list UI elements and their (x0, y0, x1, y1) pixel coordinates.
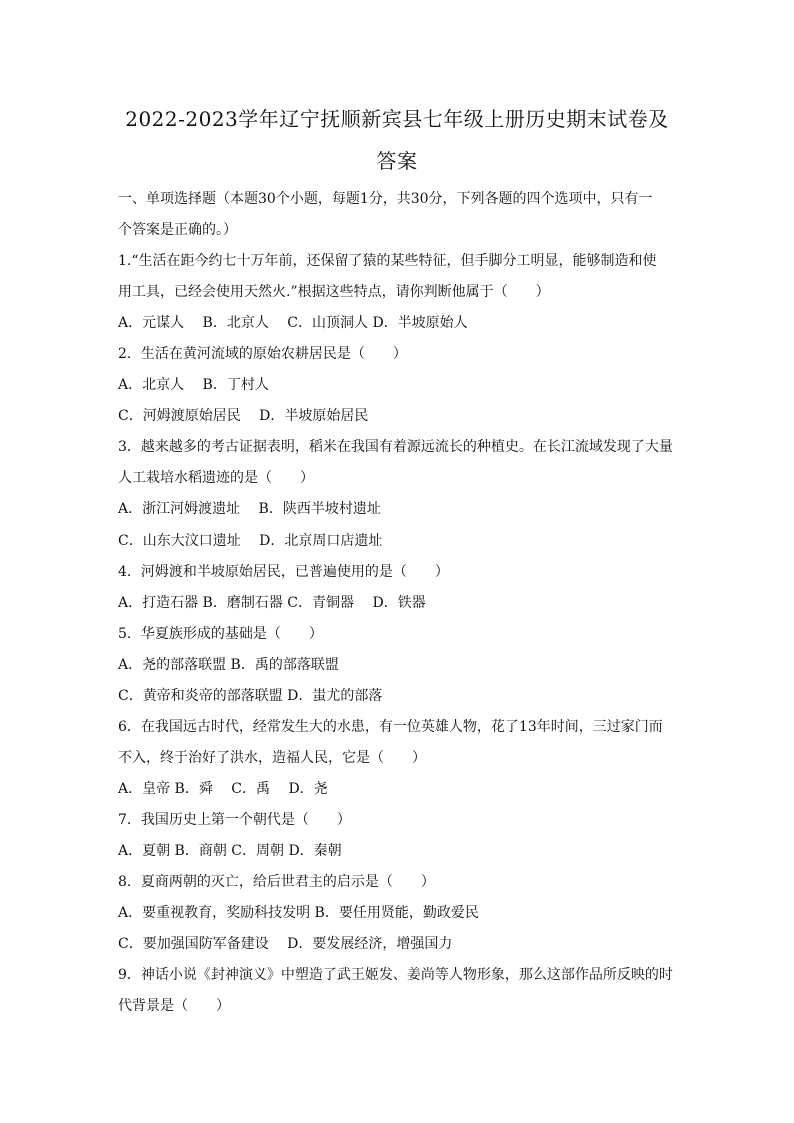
question-7-text: 7．我国历史上第一个朝代是（ ） (118, 811, 351, 828)
document-title-line-1: 2022-2023学年辽宁抚顺新宾县七年级上册历史期末试卷及 (125, 107, 669, 131)
question-3-options-ab: A．浙江河姆渡遗址 B．陕西半坡村遗址 (118, 501, 381, 518)
document-title-line-2: 答案 (376, 149, 418, 173)
question-5-text: 5．华夏族形成的基础是（ ） (118, 625, 323, 642)
question-8-options-cd: C．要加强国防军备建设 D．要发展经济，增强国力 (118, 936, 453, 953)
question-5-options-cd: C．黄帝和炎帝的部落联盟 D．蚩尤的部落 (118, 687, 383, 704)
question-2-options-ab: A．北京人 B．丁村人 (118, 377, 269, 394)
question-2-text: 2．生活在黄河流域的原始农耕居民是（ ） (118, 346, 407, 363)
question-1-text: 1.“生活在距今约七十万年前，还保留了猿的某些特征，但手脚分工明显，能够制造和使 (118, 253, 657, 270)
question-3-text-continued: 人工栽培水稻遗迹的是（ ） (118, 470, 314, 487)
question-8-text: 8．夏商两朝的灭亡，给后世君主的启示是（ ） (118, 874, 435, 891)
question-3-options-cd: C．山东大汶口遗址 D．北京周口店遗址 (118, 532, 383, 549)
section-heading-continued: 个答案是正确的。） (118, 222, 237, 239)
section-heading: 一、单项选择题（本题30个小题，每题1分，共30分，下列各题的四个选项中，只有一 (118, 191, 653, 207)
question-4-text: 4．河姆渡和半坡原始居民，已普遍使用的是（ ） (118, 563, 449, 580)
question-1-options: A．元谋人 B．北京人 C．山顶洞人 D．半坡原始人 (118, 315, 468, 332)
question-7-options: A．夏朝 B．商朝 C．周朝 D．秦朝 (118, 842, 342, 859)
question-6-text-continued: 不入，终于治好了洪水，造福人民，它是（ ） (118, 749, 426, 766)
question-6-options: A．皇帝 B．舜 C．禹 D．尧 (118, 780, 328, 797)
question-2-options-cd: C．河姆渡原始居民 D．半坡原始居民 (118, 408, 369, 425)
question-5-options-ab: A．尧的部落联盟 B．禹的部落联盟 (118, 656, 339, 673)
question-4-options: A．打造石器 B．磨制石器 C．青铜器 D．铁器 (118, 594, 426, 611)
question-1-text-continued: 用工具，已经会使用天然火.”根据这些特点，请你判断他属于（ ） (118, 284, 550, 301)
question-9-text: 9．神话小说《封神演义》中塑造了武王姬发、姜尚等人物形象，那么这部作品所反映的时 (118, 967, 673, 984)
question-8-options-ab: A．要重视教育，奖励科技发明 B．要任用贤能，勤政爱民 (118, 905, 479, 922)
document-body (118, 184, 678, 1022)
question-3-text: 3．越来越多的考古证据表明，稻米在我国有着源远流长的种植史。在长江流域发现了大量 (118, 439, 673, 456)
question-9-text-continued: 代背景是（ ） (118, 998, 230, 1015)
question-6-text: 6．在我国远古时代，经常发生大的水患，有一位英雄人物，花了13年时间，三过家门而 (118, 718, 663, 735)
